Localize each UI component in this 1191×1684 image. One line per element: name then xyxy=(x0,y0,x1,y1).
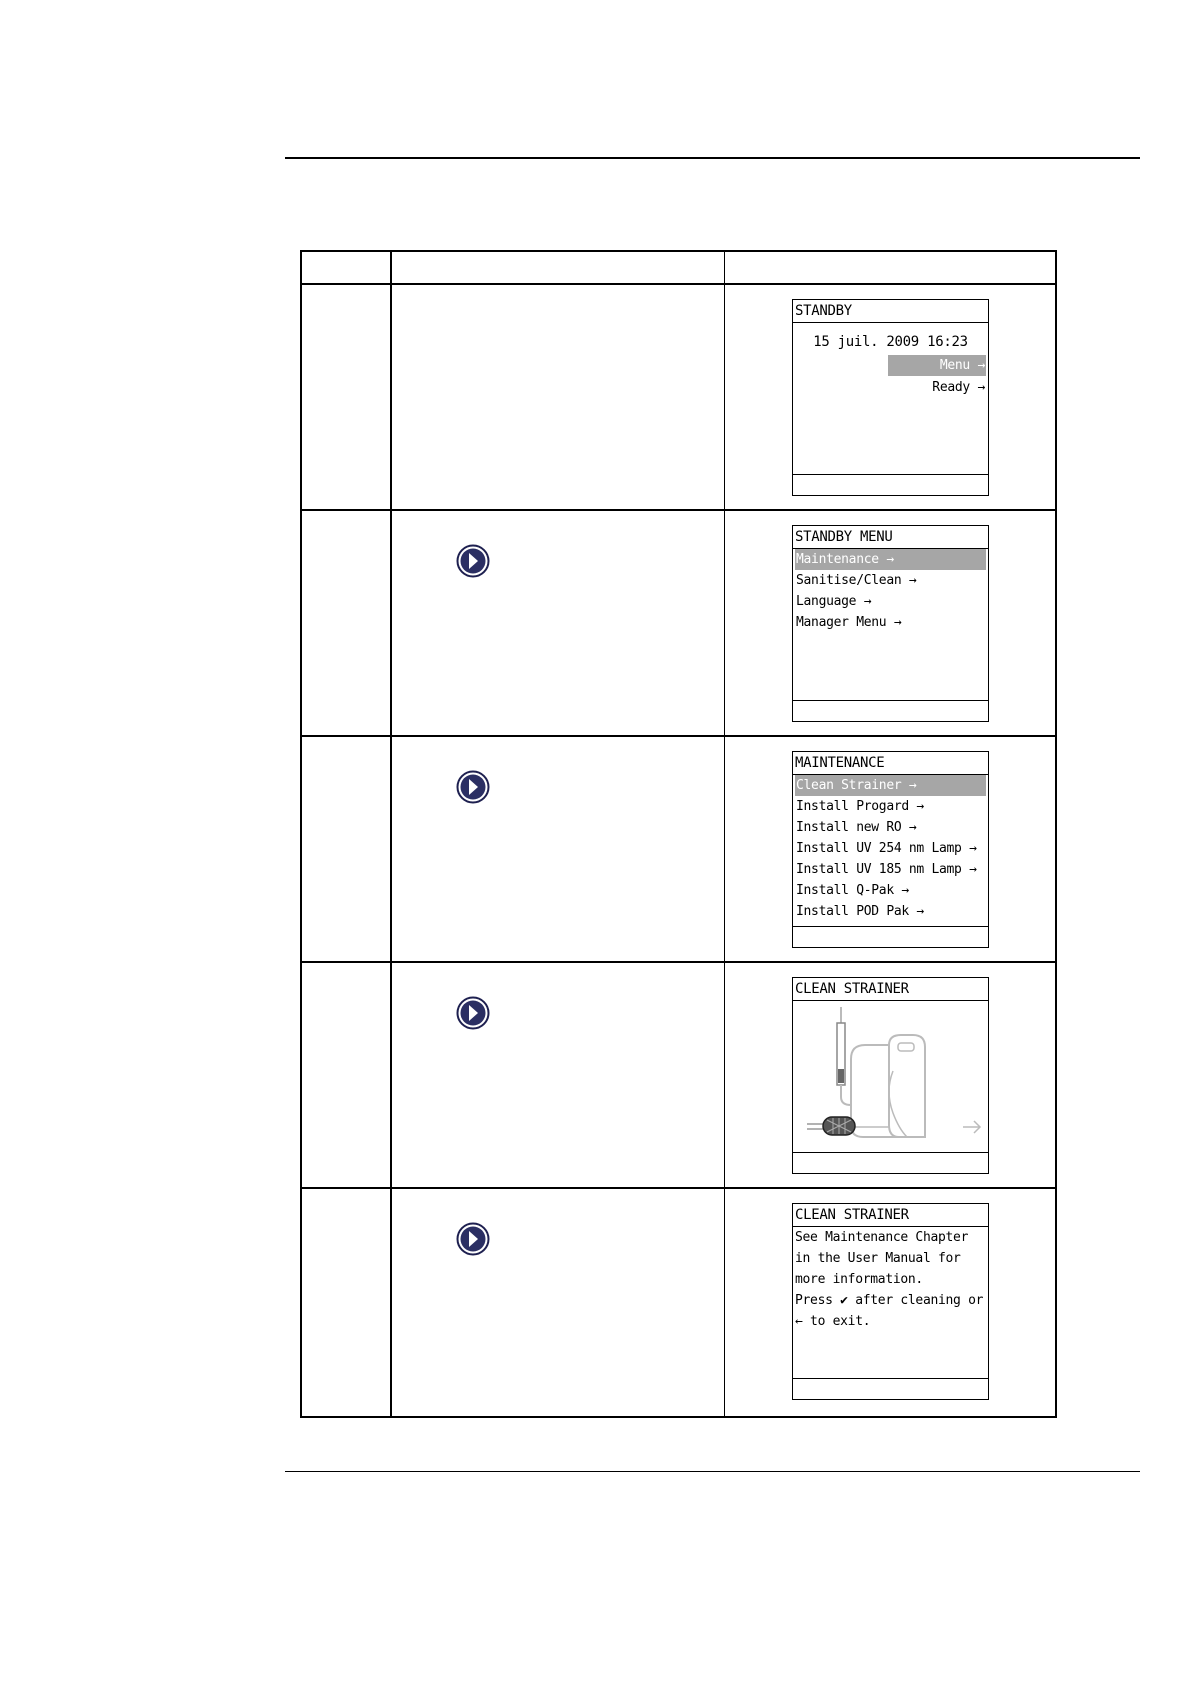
lcd-footer-line xyxy=(793,474,988,475)
lcd-menu-item-sanitise-clean[interactable]: Sanitise/Clean → xyxy=(796,573,917,588)
header-rule xyxy=(285,157,1140,159)
chevron-right-circle-icon xyxy=(456,544,490,578)
row-divider xyxy=(302,1187,1055,1189)
arrow-right-icon: → xyxy=(977,380,985,395)
lcd-screen-clean-strainer-text xyxy=(792,1203,989,1400)
strainer-system-icon xyxy=(793,1001,988,1153)
lcd-screen-standby-menu xyxy=(792,525,989,722)
chevron-right-circle-icon xyxy=(456,996,490,1030)
lcd-menu-item-install-pod-pak[interactable]: Install POD Pak → xyxy=(796,904,924,919)
lcd-menu-item-install-new-ro[interactable]: Install new RO → xyxy=(796,820,917,835)
lcd-instructions-text: See Maintenance Chapter in the User Manual for more information. Press ✔ after cleaning or ← to exit. xyxy=(795,1230,984,1329)
footer-rule xyxy=(285,1471,1140,1472)
lcd-menu-item-install-uv-185[interactable]: Install UV 185 nm Lamp → xyxy=(796,862,977,877)
row-divider xyxy=(302,961,1055,963)
lcd-menu-item-manager-menu[interactable]: Manager Menu → xyxy=(796,615,902,630)
column-divider xyxy=(724,252,725,1416)
lcd-title: CLEAN STRAINER xyxy=(793,1204,988,1227)
lcd-menu-item-install-progard[interactable]: Install Progard → xyxy=(796,799,924,814)
lcd-title: STANDBY MENU xyxy=(793,526,988,549)
lcd-menu-item-clean-strainer[interactable]: Clean Strainer → xyxy=(795,775,986,796)
lcd-footer-line xyxy=(793,700,988,701)
arrow-right-icon: → xyxy=(977,358,985,373)
lcd-date: 15 juil. 2009 16:23 xyxy=(813,334,968,350)
lcd-footer-line xyxy=(793,1378,988,1379)
lcd-option-ready[interactable]: Ready → xyxy=(932,380,985,395)
lcd-option-menu[interactable]: Menu → xyxy=(888,355,986,376)
lcd-title: MAINTENANCE xyxy=(793,752,988,775)
chevron-right-circle-icon xyxy=(456,1222,490,1256)
column-divider xyxy=(390,252,392,1416)
lcd-title: STANDBY xyxy=(793,300,988,323)
lcd-screen-clean-strainer-illustration xyxy=(792,977,989,1174)
lcd-screen-standby xyxy=(792,299,989,496)
lcd-title: CLEAN STRAINER xyxy=(793,978,988,1001)
procedure-table xyxy=(300,250,1057,1418)
header-row-divider xyxy=(302,283,1055,285)
chevron-right-circle-icon xyxy=(456,770,490,804)
lcd-menu-item-install-q-pak[interactable]: Install Q-Pak → xyxy=(796,883,909,898)
lcd-menu-item-language[interactable]: Language → xyxy=(796,594,872,609)
lcd-menu-item-install-uv-254[interactable]: Install UV 254 nm Lamp → xyxy=(796,841,977,856)
row-divider xyxy=(302,735,1055,737)
lcd-footer-line xyxy=(793,926,988,927)
lcd-menu-item-maintenance[interactable]: Maintenance → xyxy=(795,549,986,570)
lcd-footer-line xyxy=(793,1152,988,1153)
lcd-screen-maintenance xyxy=(792,751,989,948)
row-divider xyxy=(302,509,1055,511)
